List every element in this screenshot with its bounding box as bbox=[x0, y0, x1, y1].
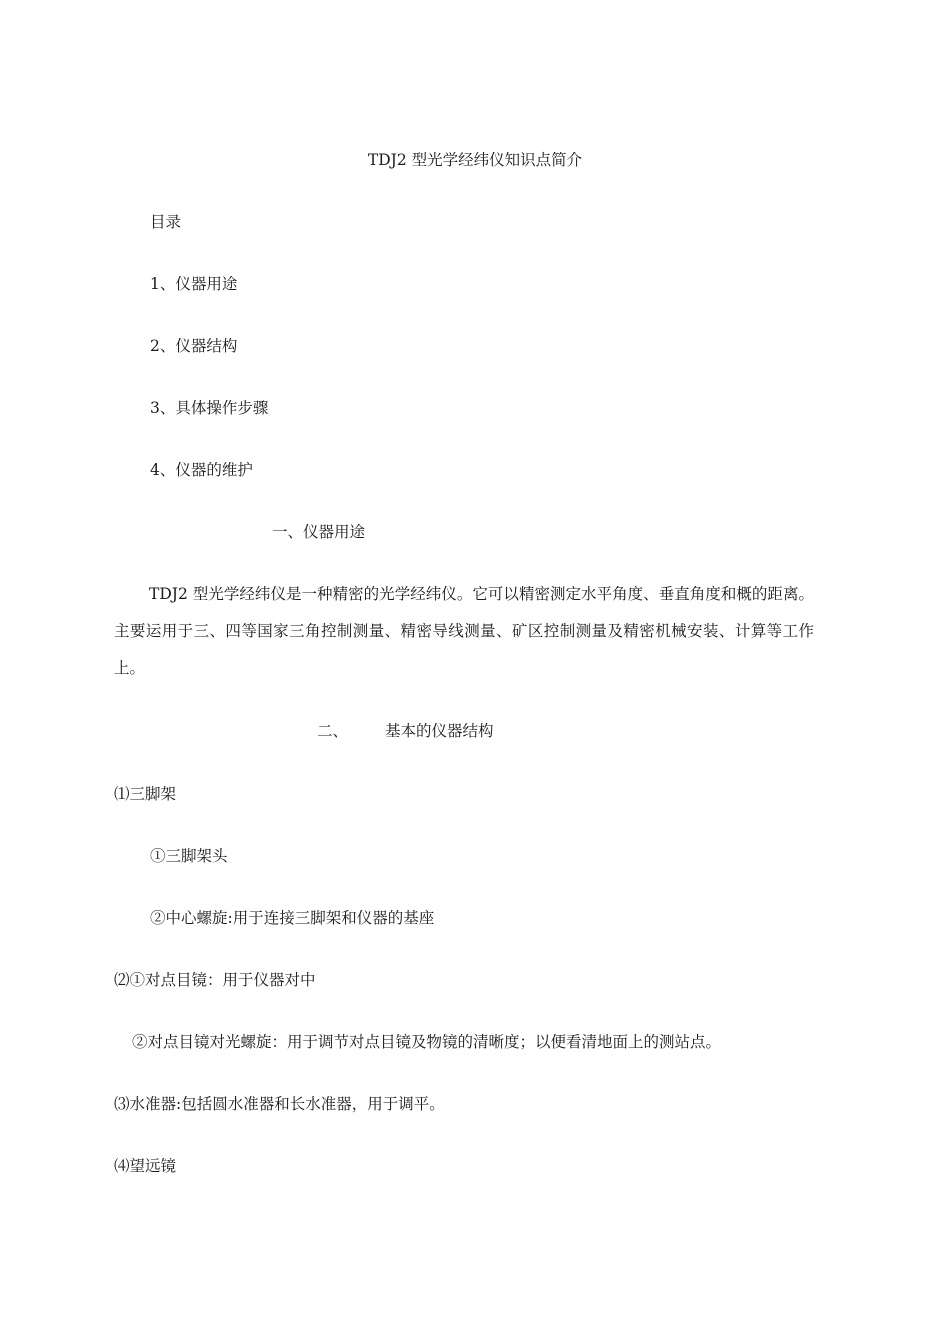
section-number: 二、 bbox=[317, 722, 349, 740]
structure-item: ②中心螺旋:用于连接三脚架和仪器的基座 bbox=[150, 909, 435, 927]
section-title: 基本的仪器结构 bbox=[384, 722, 494, 740]
structure-item: ⑴三脚架 bbox=[114, 785, 177, 803]
toc-heading: 目录 bbox=[150, 213, 182, 231]
toc-item: 3、具体操作步骤 bbox=[150, 399, 269, 417]
structure-item: ⑶水准器:包括圆水准器和长水准器，用于调平。 bbox=[114, 1095, 445, 1113]
toc-item: 1、仪器用途 bbox=[150, 275, 238, 293]
structure-item: ⑵①对点目镜：用于仪器对中 bbox=[114, 971, 316, 989]
structure-item: ①三脚架头 bbox=[150, 847, 228, 865]
document-title: TDJ2 型光学经纬仪知识点简介 bbox=[367, 151, 583, 169]
toc-item: 2、仪器结构 bbox=[150, 337, 238, 355]
section-heading-structure bbox=[317, 721, 493, 741]
structure-item: ⑷望远镜 bbox=[114, 1157, 177, 1175]
toc-item: 4、仪器的维护 bbox=[150, 461, 253, 479]
section-heading-usage: 一、仪器用途 bbox=[272, 523, 366, 541]
usage-paragraph: TDJ2 型光学经纬仪是一种精密的光学经纬仪。它可以精密测定水平角度、垂直角度和概的距离。主要运用于三、四等国家三角控制测量、精密导线测量、矿区控制测量及精密机械安装、计算等工作上。 bbox=[114, 585, 814, 677]
structure-item: ②对点目镜对光螺旋：用于调节对点目镜及物镜的清晰度；以便看清地面上的测站点。 bbox=[132, 1033, 722, 1051]
